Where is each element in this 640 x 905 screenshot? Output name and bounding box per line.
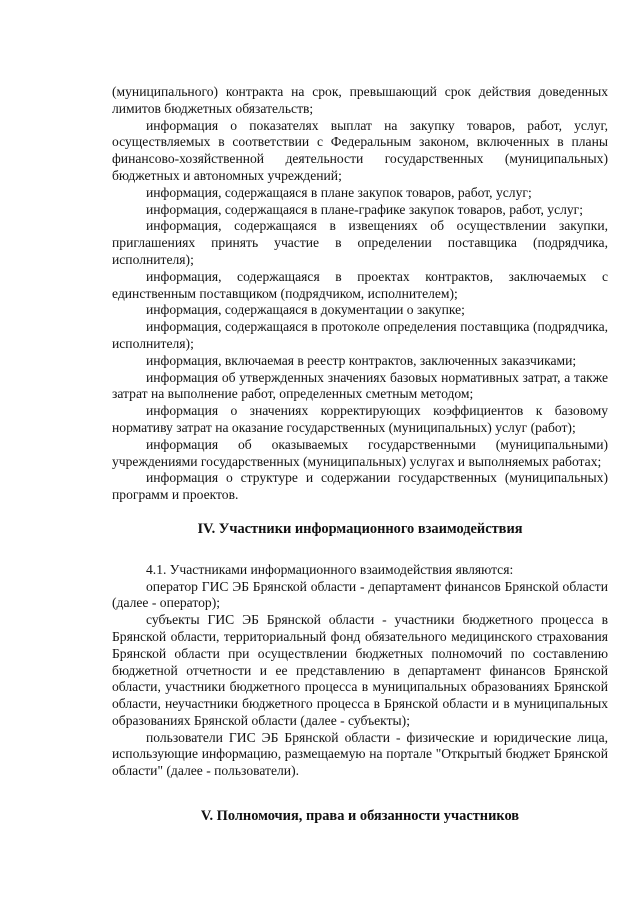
document-page	[112, 84, 608, 824]
paragraph-payment-indicators: информация о показателях выплат на закупку товаров, работ, услуг, осуществляемых в соответствии с Федеральным законом, включенных в планы финансово-хозяйственной деятельности государственных (муниципальных) бюджетных и автономных учреждений;	[112, 117, 608, 183]
paragraph-contract-drafts: информация, содержащаяся в проектах контрактов, заключаемых с единственным поставщиком (подрядчиком, исполнителем);	[112, 268, 608, 301]
paragraph-public-services: информация об оказываемых государственными (муниципальными) учреждениями государственных (муниципальных) услугах и выполняемых работах;	[112, 436, 608, 469]
paragraph-participants-intro: 4.1. Участниками информационного взаимодействия являются:	[146, 561, 514, 577]
paragraph-correction-coefficients: информация о значениях корректирующих коэффициентов к базовому нормативу затрат на оказание государственных (муниципальных) услуг (работ);	[112, 403, 608, 435]
paragraph-supplier-protocol: информация, содержащаяся в протоколе определения поставщика (подрядчика, исполнителя);	[112, 319, 608, 351]
section-4-heading: IV. Участники информационного взаимодействия	[197, 520, 523, 537]
paragraph-contract-term: (муниципального) контракта на срок, превышающий срок действия доведенных лимитов бюджетных обязательств;	[112, 84, 608, 116]
paragraph-procurement-plan: информация, содержащаяся в плане закупок товаров, работ, услуг;	[146, 184, 532, 200]
paragraph-programs-projects: информация о структуре и содержании государственных (муниципальных) программ и проектов.	[112, 470, 608, 503]
paragraph-users: пользователи ГИС ЭБ Брянской области - физические и юридические лица, использующие информацию, размещаемую на портале "Открытый бюджет Брянской области" (далее - пользователи).	[112, 729, 608, 779]
paragraph-base-normative-costs: информация об утвержденных значениях базовых нормативных затрат, а также затрат на выполнение работ, определенных сметным методом;	[112, 369, 608, 402]
paragraph-procurement-notices: информация, содержащаяся в извещениях об осуществлении закупки, приглашениях принять участие в определении поставщика (подрядчика, исполнителя);	[112, 218, 608, 267]
paragraph-procurement-schedule: информация, содержащаяся в плане-графике закупок товаров, работ, услуг;	[146, 201, 584, 217]
paragraph-procurement-documentation: информация, содержащаяся в документации о закупке;	[146, 302, 465, 318]
paragraph-subjects: субъекты ГИС ЭБ Брянской области - участники бюджетного процесса в Брянской области, территориальный фонд обязательного медицинского страхования Брянской области при осуществлении бюджетных полномочий по составлению бюджетной отчетности и ее представлению в департамент финансов Брянской области, участники бюджетного процесса в муниципальных образованиях Брянской области, неучастники бюджетного процесса в Брянской области и в муниципальных образованиях Брянской области (далее - субъекты);	[112, 612, 608, 728]
paragraph-contract-registry: информация, включаемая в реестр контрактов, заключенных заказчиками;	[146, 352, 577, 368]
paragraph-operator: оператор ГИС ЭБ Брянской области - департамент финансов Брянской области (далее - оператор);	[112, 578, 608, 611]
section-5-heading: V. Полномочия, права и обязанности участников	[200, 808, 520, 824]
